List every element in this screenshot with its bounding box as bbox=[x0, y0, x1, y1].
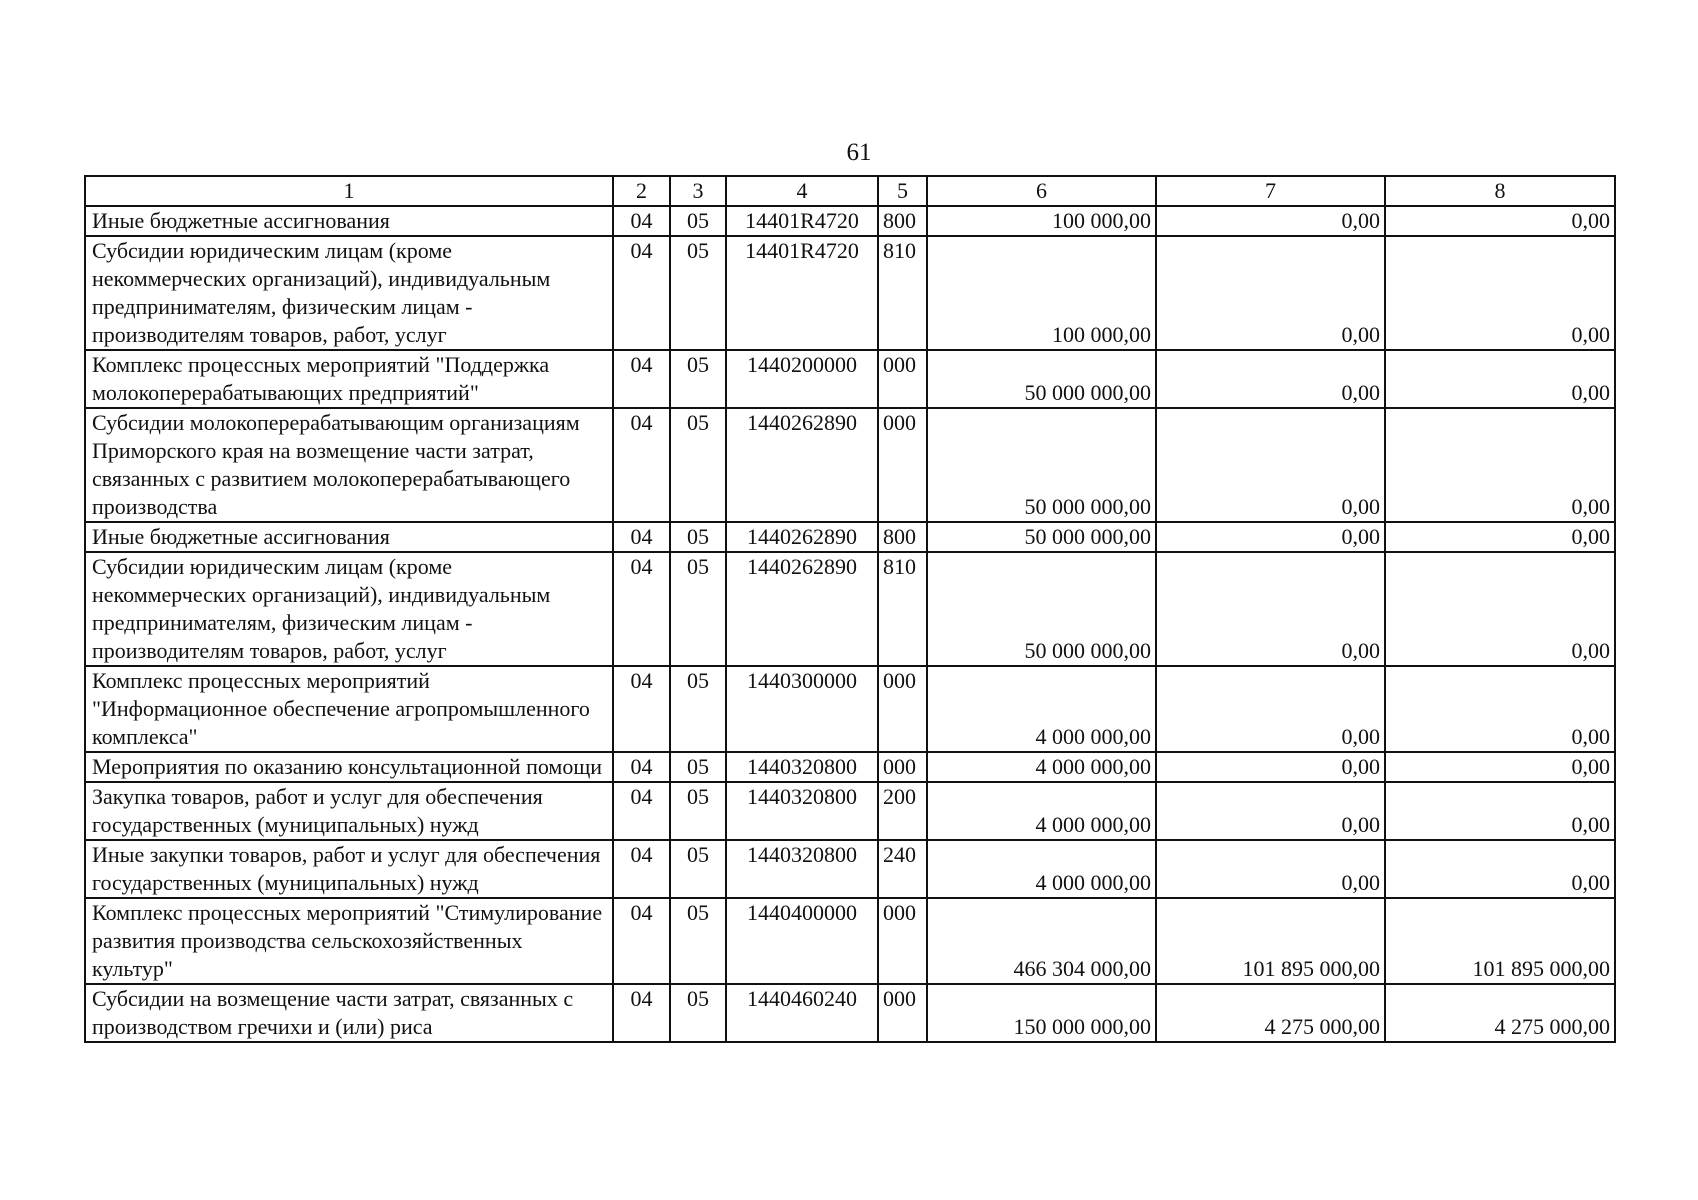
column-header: 8 bbox=[1385, 176, 1615, 206]
subsection-code: 05 bbox=[670, 666, 726, 752]
table-body bbox=[85, 206, 1615, 1042]
target-article-code: 1440460240 bbox=[726, 984, 878, 1042]
target-article-code: 1440262890 bbox=[726, 522, 878, 552]
row-description: Комплекс процессных мероприятий "Стимулирование развития производства сельскохозяйственных культур" bbox=[85, 898, 613, 984]
amount-column-7: 0,00 bbox=[1156, 552, 1385, 666]
section-code: 04 bbox=[613, 752, 670, 782]
amount-column-8: 4 275 000,00 bbox=[1385, 984, 1615, 1042]
table-row bbox=[85, 408, 1615, 522]
target-article-code: 1440320800 bbox=[726, 752, 878, 782]
table-row bbox=[85, 840, 1615, 898]
amount-column-8: 0,00 bbox=[1385, 236, 1615, 350]
row-description: Мероприятия по оказанию консультационной помощи bbox=[85, 752, 613, 782]
expense-type-code: 800 bbox=[878, 522, 927, 552]
column-header: 5 bbox=[878, 176, 927, 206]
amount-column-7: 0,00 bbox=[1156, 752, 1385, 782]
amount-column-7: 0,00 bbox=[1156, 236, 1385, 350]
amount-column-8: 0,00 bbox=[1385, 782, 1615, 840]
expense-type-code: 800 bbox=[878, 206, 927, 236]
section-code: 04 bbox=[613, 236, 670, 350]
expense-type-code: 810 bbox=[878, 236, 927, 350]
amount-column-6: 100 000,00 bbox=[927, 206, 1156, 236]
expense-type-code: 000 bbox=[878, 898, 927, 984]
amount-column-6: 4 000 000,00 bbox=[927, 782, 1156, 840]
subsection-code: 05 bbox=[670, 898, 726, 984]
amount-column-6: 4 000 000,00 bbox=[927, 840, 1156, 898]
amount-column-6: 4 000 000,00 bbox=[927, 752, 1156, 782]
header-row bbox=[85, 176, 1615, 206]
expense-type-code: 000 bbox=[878, 984, 927, 1042]
table-row bbox=[85, 898, 1615, 984]
section-code: 04 bbox=[613, 840, 670, 898]
amount-column-6: 4 000 000,00 bbox=[927, 666, 1156, 752]
amount-column-8: 0,00 bbox=[1385, 840, 1615, 898]
table-row bbox=[85, 782, 1615, 840]
row-description: Субсидии юридическим лицам (кроме некоммерческих организаций), индивидуальным предпринимателям, физическим лицам - производителям товаров, работ, услуг bbox=[85, 552, 613, 666]
table-row bbox=[85, 522, 1615, 552]
subsection-code: 05 bbox=[670, 984, 726, 1042]
budget-table bbox=[84, 175, 1616, 1043]
target-article-code: 14401R4720 bbox=[726, 206, 878, 236]
table-row bbox=[85, 752, 1615, 782]
subsection-code: 05 bbox=[670, 522, 726, 552]
amount-column-7: 4 275 000,00 bbox=[1156, 984, 1385, 1042]
amount-column-8: 101 895 000,00 bbox=[1385, 898, 1615, 984]
row-description: Субсидии молокоперерабатывающим организациям Приморского края на возмещение части затрат, связанных с развитием молокоперерабатывающего производства bbox=[85, 408, 613, 522]
subsection-code: 05 bbox=[670, 840, 726, 898]
subsection-code: 05 bbox=[670, 752, 726, 782]
amount-column-8: 0,00 bbox=[1385, 552, 1615, 666]
amount-column-7: 0,00 bbox=[1156, 206, 1385, 236]
row-description: Субсидии юридическим лицам (кроме некоммерческих организаций), индивидуальным предпринимателям, физическим лицам - производителям товаров, работ, услуг bbox=[85, 236, 613, 350]
amount-column-6: 50 000 000,00 bbox=[927, 408, 1156, 522]
section-code: 04 bbox=[613, 350, 670, 408]
subsection-code: 05 bbox=[670, 206, 726, 236]
table-row bbox=[85, 206, 1615, 236]
amount-column-7: 0,00 bbox=[1156, 782, 1385, 840]
amount-column-6: 50 000 000,00 bbox=[927, 522, 1156, 552]
section-code: 04 bbox=[613, 408, 670, 522]
column-header: 2 bbox=[613, 176, 670, 206]
section-code: 04 bbox=[613, 898, 670, 984]
target-article-code: 1440320800 bbox=[726, 840, 878, 898]
column-header: 7 bbox=[1156, 176, 1385, 206]
subsection-code: 05 bbox=[670, 552, 726, 666]
amount-column-6: 150 000 000,00 bbox=[927, 984, 1156, 1042]
expense-type-code: 240 bbox=[878, 840, 927, 898]
amount-column-7: 0,00 bbox=[1156, 840, 1385, 898]
table-row bbox=[85, 236, 1615, 350]
subsection-code: 05 bbox=[670, 350, 726, 408]
subsection-code: 05 bbox=[670, 408, 726, 522]
amount-column-8: 0,00 bbox=[1385, 752, 1615, 782]
section-code: 04 bbox=[613, 522, 670, 552]
table-row bbox=[85, 552, 1615, 666]
target-article-code: 1440320800 bbox=[726, 782, 878, 840]
table-row bbox=[85, 666, 1615, 752]
row-description: Иные бюджетные ассигнования bbox=[85, 206, 613, 236]
row-description: Комплекс процессных мероприятий "Поддержка молокоперерабатывающих предприятий" bbox=[85, 350, 613, 408]
expense-type-code: 810 bbox=[878, 552, 927, 666]
amount-column-7: 101 895 000,00 bbox=[1156, 898, 1385, 984]
table-row bbox=[85, 350, 1615, 408]
section-code: 04 bbox=[613, 984, 670, 1042]
amount-column-7: 0,00 bbox=[1156, 350, 1385, 408]
section-code: 04 bbox=[613, 552, 670, 666]
amount-column-6: 50 000 000,00 bbox=[927, 552, 1156, 666]
amount-column-8: 0,00 bbox=[1385, 206, 1615, 236]
section-code: 04 bbox=[613, 666, 670, 752]
amount-column-6: 50 000 000,00 bbox=[927, 350, 1156, 408]
amount-column-8: 0,00 bbox=[1385, 350, 1615, 408]
expense-type-code: 000 bbox=[878, 350, 927, 408]
expense-type-code: 000 bbox=[878, 666, 927, 752]
row-description: Иные закупки товаров, работ и услуг для обеспечения государственных (муниципальных) нужд bbox=[85, 840, 613, 898]
section-code: 04 bbox=[613, 206, 670, 236]
amount-column-8: 0,00 bbox=[1385, 666, 1615, 752]
target-article-code: 14401R4720 bbox=[726, 236, 878, 350]
row-description: Комплекс процессных мероприятий "Информационное обеспечение агропромышленного комплекса" bbox=[85, 666, 613, 752]
amount-column-6: 100 000,00 bbox=[927, 236, 1156, 350]
amount-column-8: 0,00 bbox=[1385, 522, 1615, 552]
column-header: 1 bbox=[85, 176, 613, 206]
target-article-code: 1440300000 bbox=[726, 666, 878, 752]
amount-column-6: 466 304 000,00 bbox=[927, 898, 1156, 984]
amount-column-7: 0,00 bbox=[1156, 408, 1385, 522]
row-description: Субсидии на возмещение части затрат, связанных с производством гречихи и (или) риса bbox=[85, 984, 613, 1042]
expense-type-code: 000 bbox=[878, 408, 927, 522]
target-article-code: 1440200000 bbox=[726, 350, 878, 408]
row-description: Закупка товаров, работ и услуг для обеспечения государственных (муниципальных) нужд bbox=[85, 782, 613, 840]
target-article-code: 1440262890 bbox=[726, 552, 878, 666]
target-article-code: 1440262890 bbox=[726, 408, 878, 522]
amount-column-7: 0,00 bbox=[1156, 522, 1385, 552]
page-number: 61 bbox=[846, 139, 872, 166]
amount-column-7: 0,00 bbox=[1156, 666, 1385, 752]
subsection-code: 05 bbox=[670, 236, 726, 350]
expense-type-code: 000 bbox=[878, 752, 927, 782]
section-code: 04 bbox=[613, 782, 670, 840]
table-row bbox=[85, 984, 1615, 1042]
expense-type-code: 200 bbox=[878, 782, 927, 840]
target-article-code: 1440400000 bbox=[726, 898, 878, 984]
subsection-code: 05 bbox=[670, 782, 726, 840]
column-header: 6 bbox=[927, 176, 1156, 206]
column-header: 4 bbox=[726, 176, 878, 206]
amount-column-8: 0,00 bbox=[1385, 408, 1615, 522]
table-header bbox=[85, 176, 1615, 206]
row-description: Иные бюджетные ассигнования bbox=[85, 522, 613, 552]
column-header: 3 bbox=[670, 176, 726, 206]
